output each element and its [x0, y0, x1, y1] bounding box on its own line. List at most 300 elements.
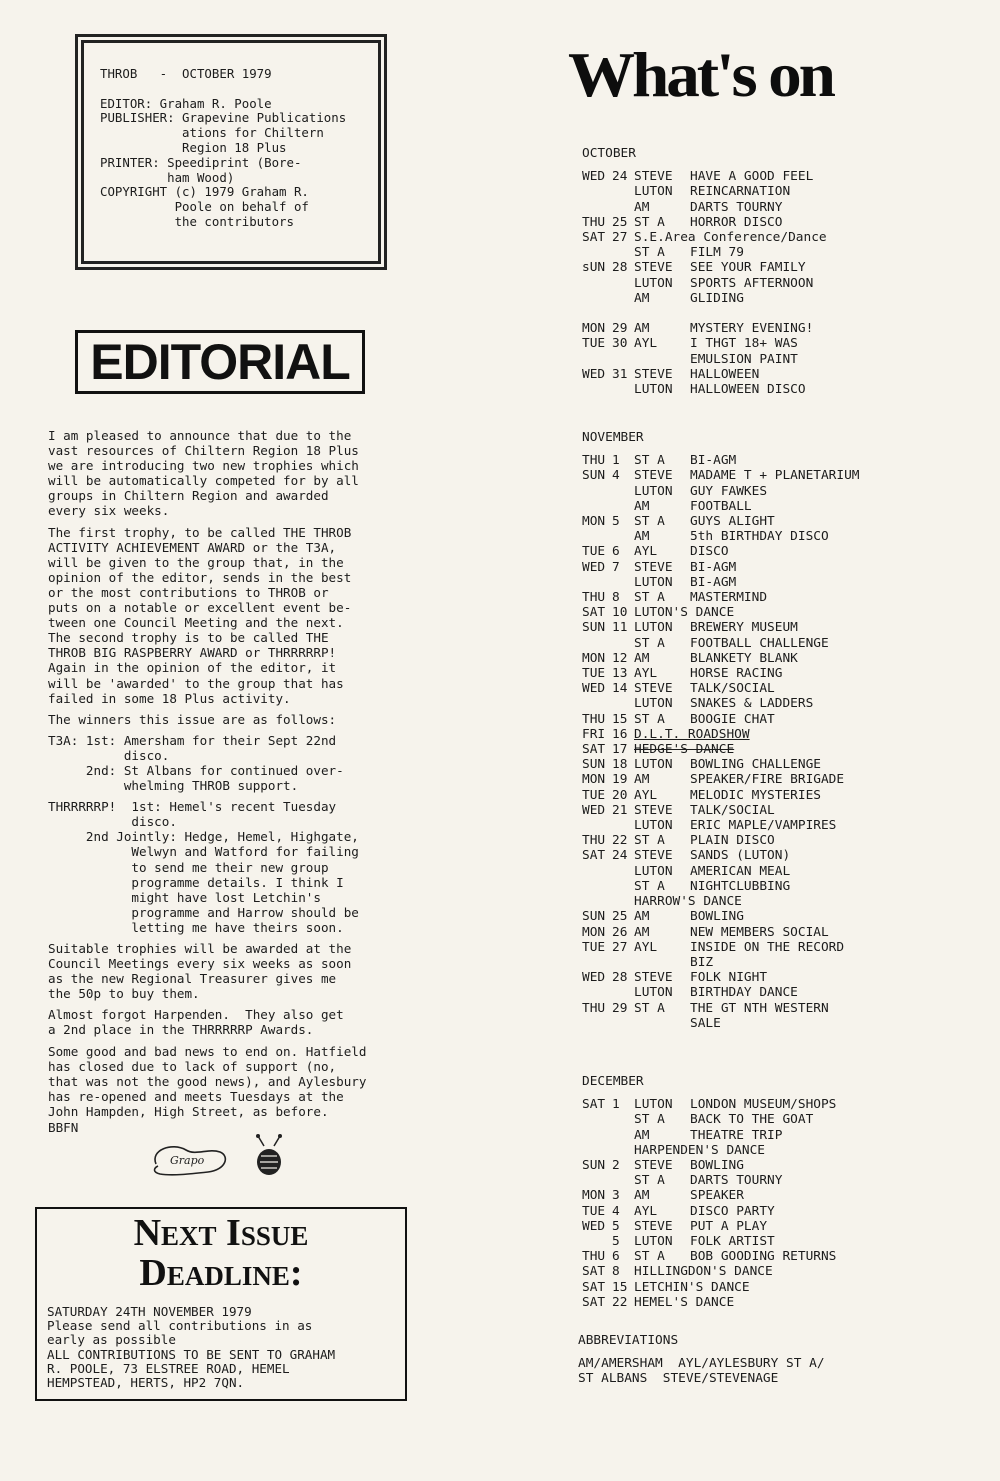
event-title — [642, 306, 650, 321]
event-day — [582, 291, 612, 306]
event-day — [582, 1234, 612, 1249]
event-row — [582, 1143, 836, 1158]
event-title — [750, 1280, 758, 1295]
event-group: ST A — [634, 214, 665, 230]
event-date: 2 — [612, 1158, 620, 1174]
event-group: LUTON — [634, 757, 673, 773]
event-row — [582, 544, 860, 559]
event-date — [612, 955, 634, 970]
signature-text: Grapo — [170, 1154, 205, 1167]
event-row — [582, 560, 860, 575]
event-title: REINCARNATION — [690, 184, 791, 200]
event-row — [582, 276, 834, 291]
event-row — [582, 666, 860, 681]
event-date — [612, 1112, 634, 1127]
event-row — [582, 169, 834, 184]
event-day: SUN — [582, 468, 606, 484]
event-group: AYL — [634, 666, 658, 682]
event-row — [582, 818, 860, 833]
next-issue-line: SATURDAY 24TH NOVEMBER 1979 — [47, 1304, 252, 1319]
event-day: THU — [582, 214, 606, 230]
event-row — [582, 651, 860, 666]
event-date: 19 — [612, 772, 628, 788]
event-row — [582, 940, 860, 955]
event-row — [582, 894, 860, 909]
bug-doodle-icon — [252, 1134, 286, 1178]
event-row — [582, 1264, 836, 1279]
event-date — [612, 382, 634, 397]
event-day: SUN — [582, 757, 606, 773]
event-row — [582, 260, 834, 275]
event-day: SAT — [582, 1294, 606, 1310]
editorial-paragraph: Suitable trophies will be awarded at the Council Meetings every six weeks as soon as the new Regional Treasurer gives me the 50p to buy them. — [48, 941, 352, 1002]
event-row — [582, 636, 860, 651]
masthead-line: the contributors — [100, 213, 294, 229]
event-title: BOWLING — [690, 1158, 744, 1174]
event-date — [612, 245, 634, 260]
abbreviations-text: AM/AMERSHAM AYL/AYLESBURY ST A/ ST ALBANS STEVE/STEVENAGE — [578, 1356, 825, 1387]
event-day — [582, 382, 612, 397]
event-title: SANDS (LUTON) — [690, 848, 791, 864]
event-row — [582, 215, 834, 230]
next-issue-line: ALL CONTRIBUTIONS TO BE SENT TO GRAHAM — [47, 1346, 336, 1362]
event-group: ST A — [634, 635, 665, 651]
event-title: HALLOWEEN — [690, 366, 760, 382]
event-date: 15 — [612, 711, 628, 727]
event-group: ST A — [634, 878, 665, 894]
event-day — [582, 529, 612, 544]
event-date: 24 — [612, 169, 628, 185]
event-title: DISCO PARTY — [690, 1203, 775, 1219]
event-row — [582, 1016, 860, 1031]
event-row — [582, 245, 834, 260]
event-title: BREWERY MUSEUM — [690, 620, 798, 636]
event-group: AM — [634, 772, 650, 788]
event-title: BI-AGM — [690, 453, 737, 469]
event-group: STEVE — [634, 848, 673, 864]
event-date — [612, 1173, 634, 1188]
event-date — [612, 879, 634, 894]
event-group: AM — [634, 199, 650, 215]
event-group — [634, 1016, 690, 1031]
event-day: SAT — [582, 848, 606, 864]
event-date: 30 — [612, 336, 628, 352]
december-listing — [582, 1074, 836, 1310]
event-group: AM — [634, 290, 650, 306]
event-date: 4 — [612, 468, 620, 484]
event-row — [582, 620, 860, 635]
next-issue-title-line1: Next Issue — [133, 1212, 309, 1254]
event-group: ST A — [634, 514, 665, 530]
event-title — [827, 230, 835, 245]
event-group: STEVE — [634, 169, 673, 185]
next-issue-title-line2: Deadline: — [139, 1252, 303, 1294]
event-date: 26 — [612, 924, 628, 940]
event-row — [582, 909, 860, 924]
masthead-line: COPYRIGHT (c) 1979 Graham R. — [100, 184, 309, 200]
event-group: AM — [634, 650, 650, 666]
event-date: 20 — [612, 787, 628, 803]
event-date: 27 — [612, 939, 628, 955]
event-title: BI-AGM — [690, 559, 737, 575]
event-title: SNAKES & LADDERS — [690, 696, 814, 712]
event-day: WED — [582, 1218, 606, 1234]
event-group: AYL — [634, 1203, 658, 1219]
event-row — [582, 1204, 836, 1219]
event-day: FRI — [582, 726, 606, 742]
event-group: LUTON — [634, 382, 673, 398]
editorial-heading: EDITORIAL — [90, 334, 350, 390]
november-listing — [582, 430, 860, 1031]
event-date: 29 — [612, 321, 628, 337]
editorial-paragraph: I am pleased to announce that due to the vast resources of Chiltern Region 18 Plus we are introducing two new trophies which will be automatically competed for by all groups in Chiltern Region and awarded every six weeks. — [48, 428, 359, 519]
event-group: STEVE — [634, 1218, 673, 1234]
event-date: 22 — [612, 833, 628, 849]
event-day — [582, 879, 612, 894]
event-group: S.E.Area Conference/Dance — [634, 230, 827, 246]
event-row — [582, 864, 860, 879]
event-row — [582, 1158, 836, 1173]
masthead-line: ations for Chiltern — [100, 125, 324, 141]
event-group: HEDGE'S DANCE — [634, 742, 735, 758]
event-row — [582, 1219, 836, 1234]
event-group: AM — [634, 1127, 650, 1143]
event-date — [612, 636, 634, 651]
event-day: SAT — [582, 1279, 606, 1295]
event-title: MYSTERY EVENING! — [690, 321, 814, 337]
event-date: 8 — [612, 1264, 620, 1280]
event-title: HAVE A GOOD FEEL — [690, 169, 814, 185]
event-title: PUT A PLAY — [690, 1218, 768, 1234]
event-day: sUN — [582, 260, 606, 276]
event-title — [734, 1295, 742, 1310]
event-row — [582, 1128, 836, 1143]
event-group: LUTON — [634, 275, 673, 291]
event-group: STEVE — [634, 468, 673, 484]
event-date: 25 — [612, 909, 628, 925]
event-title: FOLK NIGHT — [690, 970, 768, 986]
event-date — [612, 1016, 634, 1031]
event-title: FOOTBALL CHALLENGE — [690, 635, 829, 651]
event-group: STEVE — [634, 260, 673, 276]
event-group: LUTON — [634, 1097, 673, 1113]
event-day: WED — [582, 366, 606, 382]
event-day: TUE — [582, 336, 606, 352]
event-day: TUE — [582, 666, 606, 682]
event-title — [734, 742, 742, 757]
event-title — [750, 727, 758, 742]
event-title: BOWLING — [690, 909, 744, 925]
event-date: 12 — [612, 650, 628, 666]
event-day — [582, 306, 612, 321]
event-group: LUTON — [634, 483, 673, 499]
event-date: 17 — [612, 742, 628, 758]
event-date — [612, 529, 634, 544]
event-day: WED — [582, 802, 606, 818]
event-date — [612, 1128, 634, 1143]
event-date: 16 — [612, 726, 628, 742]
event-group: LUTON'S DANCE — [634, 605, 735, 621]
event-title: BI-AGM — [690, 574, 737, 590]
event-group: AYL — [634, 544, 658, 560]
event-day: SAT — [582, 1097, 606, 1113]
abbreviations-title: ABBREVIATIONS — [578, 1333, 679, 1348]
event-group: LUTON — [634, 574, 673, 590]
event-day — [582, 1128, 612, 1143]
event-day — [582, 955, 612, 970]
event-date — [612, 200, 634, 215]
event-date — [612, 352, 634, 367]
event-day — [582, 245, 612, 260]
event-date: 22 — [612, 1294, 628, 1310]
event-title: ERIC MAPLE/VAMPIRES — [690, 818, 837, 834]
signoff: BBFN — [48, 1120, 79, 1135]
event-date — [612, 184, 634, 199]
masthead-line: Poole on behalf of — [100, 199, 309, 215]
event-title: AMERICAN MEAL — [690, 863, 791, 879]
event-date: 1 — [612, 1097, 620, 1113]
event-day: MON — [582, 650, 606, 666]
masthead-line: THROB - OCTOBER 1979 — [100, 66, 272, 81]
event-group: STEVE — [634, 681, 673, 697]
event-group: HEMEL'S DANCE — [634, 1294, 735, 1310]
event-title — [734, 605, 742, 620]
event-date — [612, 575, 634, 590]
event-day — [582, 352, 612, 367]
event-day — [582, 636, 612, 651]
event-group — [634, 955, 690, 970]
event-row — [582, 833, 860, 848]
event-row — [582, 742, 860, 757]
event-title: BACK TO THE GOAT — [690, 1112, 814, 1128]
event-row — [582, 484, 860, 499]
event-row — [582, 306, 834, 321]
event-group: LUTON — [634, 184, 673, 200]
event-date: 18 — [612, 757, 628, 773]
event-day: WED — [582, 169, 606, 185]
event-group: D.L.T. ROADSHOW — [634, 726, 750, 742]
event-title: MASTERMIND — [690, 590, 768, 606]
event-day: TUE — [582, 544, 606, 560]
event-date — [612, 696, 634, 711]
event-title: DISCO — [690, 544, 729, 560]
event-group: AM — [634, 909, 650, 925]
event-date — [612, 276, 634, 291]
event-group: STEVE — [634, 802, 673, 818]
event-day: THU — [582, 1000, 606, 1016]
event-day: THU — [582, 453, 606, 469]
event-row — [582, 590, 860, 605]
event-date — [612, 306, 634, 321]
event-day: SAT — [582, 605, 606, 621]
event-title: HORROR DISCO — [690, 214, 783, 230]
event-title: DARTS TOURNY — [690, 1173, 783, 1189]
event-title: FOLK ARTIST — [690, 1234, 775, 1250]
event-day: THU — [582, 590, 606, 606]
event-row — [582, 1112, 836, 1127]
event-title: NEW MEMBERS SOCIAL — [690, 924, 829, 940]
event-group: AM — [634, 924, 650, 940]
event-row — [582, 772, 860, 787]
event-row — [582, 230, 834, 245]
event-row — [582, 1249, 836, 1264]
event-day: WED — [582, 970, 606, 986]
event-date: 7 — [612, 559, 620, 575]
event-group: ST A — [634, 590, 665, 606]
event-day — [582, 1143, 612, 1158]
event-date — [612, 1143, 634, 1158]
event-date: 24 — [612, 848, 628, 864]
event-date: 1 — [612, 453, 620, 469]
event-row — [582, 499, 860, 514]
event-title: GUY FAWKES — [690, 483, 768, 499]
event-day: SAT — [582, 230, 606, 246]
event-day: MON — [582, 772, 606, 788]
event-day: MON — [582, 321, 606, 337]
event-day: MON — [582, 1188, 606, 1204]
event-row — [582, 970, 860, 985]
event-date: 15 — [612, 1279, 628, 1295]
event-row — [582, 529, 860, 544]
event-title — [742, 894, 750, 909]
event-row — [582, 955, 860, 970]
event-date — [612, 985, 634, 1000]
event-day — [582, 1173, 612, 1188]
event-day: THU — [582, 833, 606, 849]
event-group — [634, 352, 690, 367]
event-title: TALK/SOCIAL — [690, 681, 775, 697]
event-day: THU — [582, 1249, 606, 1265]
event-day: SUN — [582, 620, 606, 636]
event-group: ST A — [634, 453, 665, 469]
next-issue-line: R. POOLE, 73 ELSTREE ROAD, HEMEL — [47, 1360, 290, 1376]
event-date: 29 — [612, 1000, 628, 1016]
event-date: 11 — [612, 620, 628, 636]
event-day: TUE — [582, 787, 606, 803]
event-title — [765, 1143, 773, 1158]
event-row — [582, 200, 834, 215]
event-day — [582, 276, 612, 291]
event-row — [582, 605, 860, 620]
event-row — [582, 1234, 836, 1249]
masthead-line: PUBLISHER: Grapevine Publications — [100, 110, 347, 126]
event-day — [582, 818, 612, 833]
event-group: ST A — [634, 245, 665, 261]
event-title: LONDON MUSEUM/SHOPS — [690, 1097, 837, 1113]
event-day — [582, 184, 612, 199]
event-row — [582, 696, 860, 711]
event-row — [582, 757, 860, 772]
event-title: INSIDE ON THE RECORD — [690, 939, 845, 955]
event-title: I THGT 18+ WAS — [690, 336, 798, 352]
event-group: AYL — [634, 336, 658, 352]
event-day — [582, 864, 612, 879]
event-title: THEATRE TRIP — [690, 1127, 783, 1143]
masthead-line: PRINTER: Speediprint (Bore- — [100, 154, 302, 170]
event-row — [582, 681, 860, 696]
event-day: SAT — [582, 1264, 606, 1280]
event-title: 5th BIRTHDAY DISCO — [690, 529, 829, 545]
event-group: STEVE — [634, 1158, 673, 1174]
event-title: BOB GOODING RETURNS — [690, 1249, 837, 1265]
next-issue-line: HEMPSTEAD, HERTS, HP2 7QN. — [47, 1375, 245, 1391]
event-title: TALK/SOCIAL — [690, 802, 775, 818]
event-group: LUTON — [634, 863, 673, 879]
event-date: 13 — [612, 666, 628, 682]
event-group: AM — [634, 529, 650, 545]
event-row — [582, 1188, 836, 1203]
event-group: ST A — [634, 1249, 665, 1265]
editorial-paragraph: The first trophy, to be called THE THROB ACTIVITY ACHIEVEMENT AWARD or the T3A, will be given to the group that, in the opinion of the editor, sends in the best or the most contributions to THROB or puts on a notable or excellent event be- tween one Council Meeting and the next. The second trophy is to be called THE THROB BIG RASPBERRY AWARD or THRRRRRP! Again in the opinion of the editor, it will be 'awarded' to the group that has failed in some 18 Plus activity. — [48, 524, 352, 706]
event-day — [582, 499, 612, 514]
event-date: 10 — [612, 605, 628, 621]
event-group: ST A — [634, 1000, 665, 1016]
event-title: BIRTHDAY DANCE — [690, 985, 798, 1001]
event-title: GUYS ALIGHT — [690, 514, 775, 530]
event-row — [582, 727, 860, 742]
event-group: LUTON — [634, 985, 673, 1001]
event-group: LUTON — [634, 1234, 673, 1250]
event-row — [582, 575, 860, 590]
event-title: SPEAKER — [690, 1188, 744, 1204]
event-row — [582, 1173, 836, 1188]
editorial-paragraph: Some good and bad news to end on. Hatfield has closed due to lack of support (no, that was not the good news), and Aylesbury has re-opened and meets Tuesdays at the John Hampden, High Street, as before. — [48, 1043, 367, 1119]
event-group: ST A — [634, 1173, 665, 1189]
event-date — [612, 818, 634, 833]
event-date: 5 — [612, 514, 620, 530]
event-row — [582, 1097, 836, 1112]
event-day: MON — [582, 924, 606, 940]
event-date — [612, 484, 634, 499]
event-group: HILLINGDON'S DANCE — [634, 1264, 773, 1280]
event-day — [582, 696, 612, 711]
event-row — [582, 352, 834, 367]
event-row — [582, 712, 860, 727]
event-group: HARPENDEN'S DANCE — [634, 1142, 765, 1158]
event-group: AYL — [634, 939, 658, 955]
event-group: STEVE — [634, 970, 673, 986]
event-row — [582, 514, 860, 529]
event-day: MON — [582, 514, 606, 530]
next-issue-box — [35, 1207, 407, 1401]
editorial-paragraph: Almost forgot Harpenden. They also get a 2nd place in the THRRRRRP Awards. — [48, 1007, 344, 1038]
event-row — [582, 1001, 860, 1016]
event-date — [612, 291, 634, 306]
event-title: BIZ — [690, 954, 714, 970]
event-row — [582, 985, 860, 1000]
masthead-line — [100, 82, 368, 97]
event-day — [582, 894, 612, 909]
event-title: SPORTS AFTERNOON — [690, 275, 814, 291]
masthead-line: EDITOR: Graham R. Poole — [100, 95, 272, 111]
event-row — [582, 291, 834, 306]
event-day: THU — [582, 711, 606, 727]
event-date: 21 — [612, 802, 628, 818]
event-row — [582, 803, 860, 818]
event-group: LUTON — [634, 620, 673, 636]
event-group: ST A — [634, 711, 665, 727]
event-group: STEVE — [634, 366, 673, 382]
event-day — [582, 1112, 612, 1127]
event-title: FILM 79 — [690, 245, 744, 261]
masthead-line: Region 18 Plus — [100, 139, 287, 155]
next-issue-line: early as possible — [47, 1332, 176, 1348]
event-title: HALLOWEEN DISCO — [690, 382, 806, 398]
next-issue-line: Please send all contributions in as — [47, 1318, 313, 1334]
event-title: MELODIC MYSTERIES — [690, 787, 821, 803]
event-group: AYL — [634, 787, 658, 803]
event-row — [582, 1295, 836, 1310]
